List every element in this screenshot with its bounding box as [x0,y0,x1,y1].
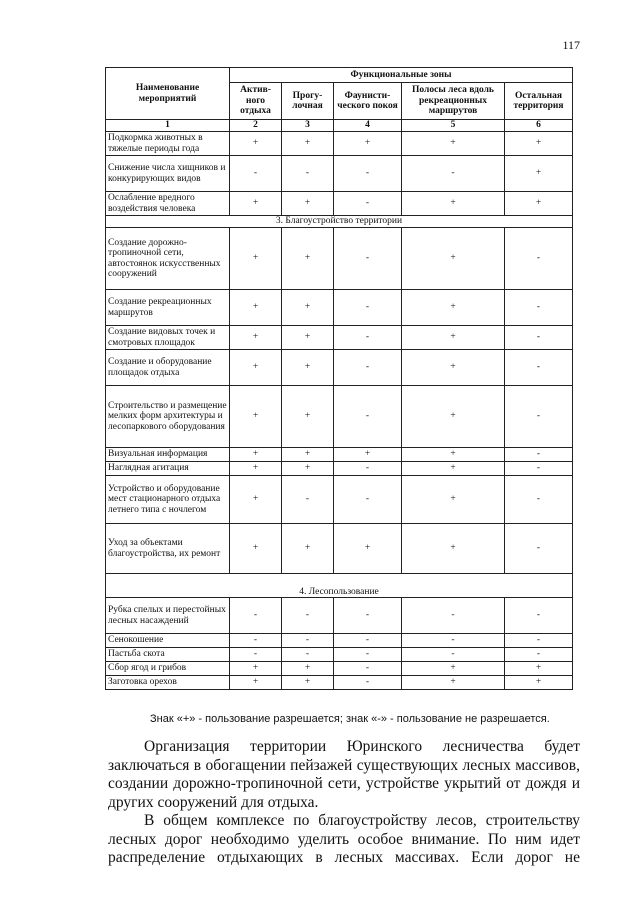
zone-value: - [282,648,334,662]
zone-value: + [402,350,505,386]
zone-value: + [402,662,505,676]
column-number: 5 [402,120,505,132]
zone-value: - [505,350,573,386]
zone-value: - [230,648,282,662]
zone-value: + [230,386,282,448]
section-title: 4. Лесопользование [106,574,573,598]
zone-value: + [230,132,282,156]
page-number: 117 [562,38,580,52]
table-row [106,326,573,350]
zone-value: - [402,598,505,634]
activity-name: Уход за объектами благоустройства, их ремонт [106,524,230,574]
paragraph-2 [108,812,580,868]
zone-value: + [282,462,334,476]
zone-value: + [282,132,334,156]
zone-value: + [505,662,573,676]
activity-name: Наглядная агитация [106,462,230,476]
zone-value: + [230,462,282,476]
zone-value: - [505,448,573,462]
zone-value: + [230,192,282,216]
zone-value: + [402,476,505,524]
column-numbers [106,120,573,132]
zone-header: Фаунисти-ческого покоя [334,83,402,120]
activity-name: Заготовка орехов [106,676,230,690]
zone-value: + [402,326,505,350]
zone-value: - [334,462,402,476]
legend-note: Знак «+» - пользование разрешается; знак «-» - пользование не разрешается. [150,713,550,725]
zone-value: + [230,228,282,290]
zone-value: - [282,634,334,648]
text-line: лесных дорог необходимо уделить особое внимание. По ним идет [108,830,580,848]
zone-value: - [334,350,402,386]
zone-value: + [282,448,334,462]
zone-value: - [505,462,573,476]
column-number: 3 [282,120,334,132]
zone-value: + [505,132,573,156]
zone-value: - [334,662,402,676]
table-row [106,290,573,326]
header-zones: Функциональные зоны [230,68,573,83]
zone-value: + [230,476,282,524]
zone-value: + [505,192,573,216]
zone-value: + [282,228,334,290]
zone-value: + [230,448,282,462]
activity-name: Снижение числа хищников и конкурирующих видов [106,156,230,192]
zone-value: - [505,228,573,290]
zone-value: - [334,634,402,648]
zone-value: - [334,290,402,326]
zone-value: + [282,386,334,448]
zone-value: + [230,676,282,690]
zone-value: - [334,598,402,634]
zone-value: + [334,132,402,156]
activity-name: Сенокошение [106,634,230,648]
activity-name: Подкормка животных в тяжелые периоды года [106,132,230,156]
zone-value: + [505,156,573,192]
zone-value: + [282,290,334,326]
functional-zones-table [105,67,573,690]
text-line: заключаться в обогащении пейзажей существующих лесных массивов, [108,756,580,774]
zone-value: - [230,598,282,634]
activity-name: Строительство и размещение мелких форм архитектуры и лесопаркового оборудования [106,386,230,448]
section-title: 3. Благоустройство территории [106,216,573,228]
activity-name: Пастьба скота [106,648,230,662]
zone-value: - [282,156,334,192]
zone-value: + [282,350,334,386]
table-row [106,648,573,662]
zone-value: - [334,192,402,216]
table-row [106,192,573,216]
section-row [106,574,573,598]
table-row [106,476,573,524]
table-row [106,156,573,192]
zone-value: - [505,386,573,448]
zone-value: - [505,326,573,350]
table-row [106,598,573,634]
zone-value: - [230,156,282,192]
zone-value: - [505,524,573,574]
activity-name: Создание и оборудование площадок отдыха [106,350,230,386]
zone-value: + [402,132,505,156]
table-row [106,634,573,648]
zone-value: - [334,156,402,192]
zone-value: - [334,476,402,524]
table-row [106,350,573,386]
zone-value: + [230,350,282,386]
header-name: Наименование мероприятий [106,68,230,120]
zone-value: - [334,326,402,350]
activity-name: Создание видовых точек и смотровых площадок [106,326,230,350]
column-number: 6 [505,120,573,132]
zone-value: + [402,192,505,216]
zone-value: + [282,676,334,690]
zone-value: - [230,634,282,648]
zone-header: Актив-ного отдыха [230,83,282,120]
activity-name: Создание дорожно-тропиночной сети, автостоянок искусственных сооружений [106,228,230,290]
zone-value: + [402,676,505,690]
zone-value: - [334,228,402,290]
zone-value: - [505,634,573,648]
table-row [106,676,573,690]
zone-value: + [282,524,334,574]
zone-value: + [402,228,505,290]
zone-value: + [505,676,573,690]
table-row [106,524,573,574]
zone-value: + [230,524,282,574]
zone-value: + [402,448,505,462]
zone-value: - [402,156,505,192]
activity-name: Устройство и оборудование мест стационарного отдыха летнего типа с ночлегом [106,476,230,524]
zone-value: + [230,662,282,676]
table-row [106,386,573,448]
activity-name: Визуальная информация [106,448,230,462]
text-line: Организация территории Юринского лесничества будет [144,738,580,755]
zone-value: + [402,524,505,574]
paragraph-1 [108,738,580,812]
table-row [106,448,573,462]
zone-value: - [334,676,402,690]
section-row [106,216,573,228]
zone-value: + [282,326,334,350]
text-line: распределение отдыхающих в лесных массивах. Если дорог не [108,849,580,866]
table-row [106,662,573,676]
zone-value: - [282,476,334,524]
zone-value: + [282,192,334,216]
zone-value: + [402,462,505,476]
zone-value: + [230,326,282,350]
zone-value: - [505,648,573,662]
zone-value: - [505,290,573,326]
zone-value: + [334,448,402,462]
activity-name: Рубка спелых и перестойных лесных насаждений [106,598,230,634]
zone-value: - [402,648,505,662]
zone-value: + [334,524,402,574]
zone-value: - [334,648,402,662]
column-number: 1 [106,120,230,132]
text-line: других сооружений для отдыха. [108,793,319,811]
table-row [106,132,573,156]
zone-value: - [402,634,505,648]
zone-header: Остальная территория [505,83,573,120]
zone-value: - [505,476,573,524]
zone-value: + [402,290,505,326]
activity-name: Сбор ягод и грибов [106,662,230,676]
zone-value: - [334,386,402,448]
zone-header: Прогу-лочная [282,83,334,120]
text-line: В общем комплексе по благоустройству лесов, строительству [144,812,580,829]
zone-value: + [282,662,334,676]
zone-value: + [402,386,505,448]
column-number: 2 [230,120,282,132]
zone-header: Полосы леса вдоль рекреационных маршрутов [402,83,505,120]
table-row [106,228,573,290]
zone-value: - [282,598,334,634]
zone-value: + [230,290,282,326]
table-row [106,462,573,476]
zone-value: - [505,598,573,634]
column-number: 4 [334,120,402,132]
activity-name: Ослабление вредного воздействия человека [106,192,230,216]
text-line: создании дорожно-тропиночной сети, устройстве укрытий от дождя и [108,775,580,792]
activity-name: Создание рекреационных маршрутов [106,290,230,326]
